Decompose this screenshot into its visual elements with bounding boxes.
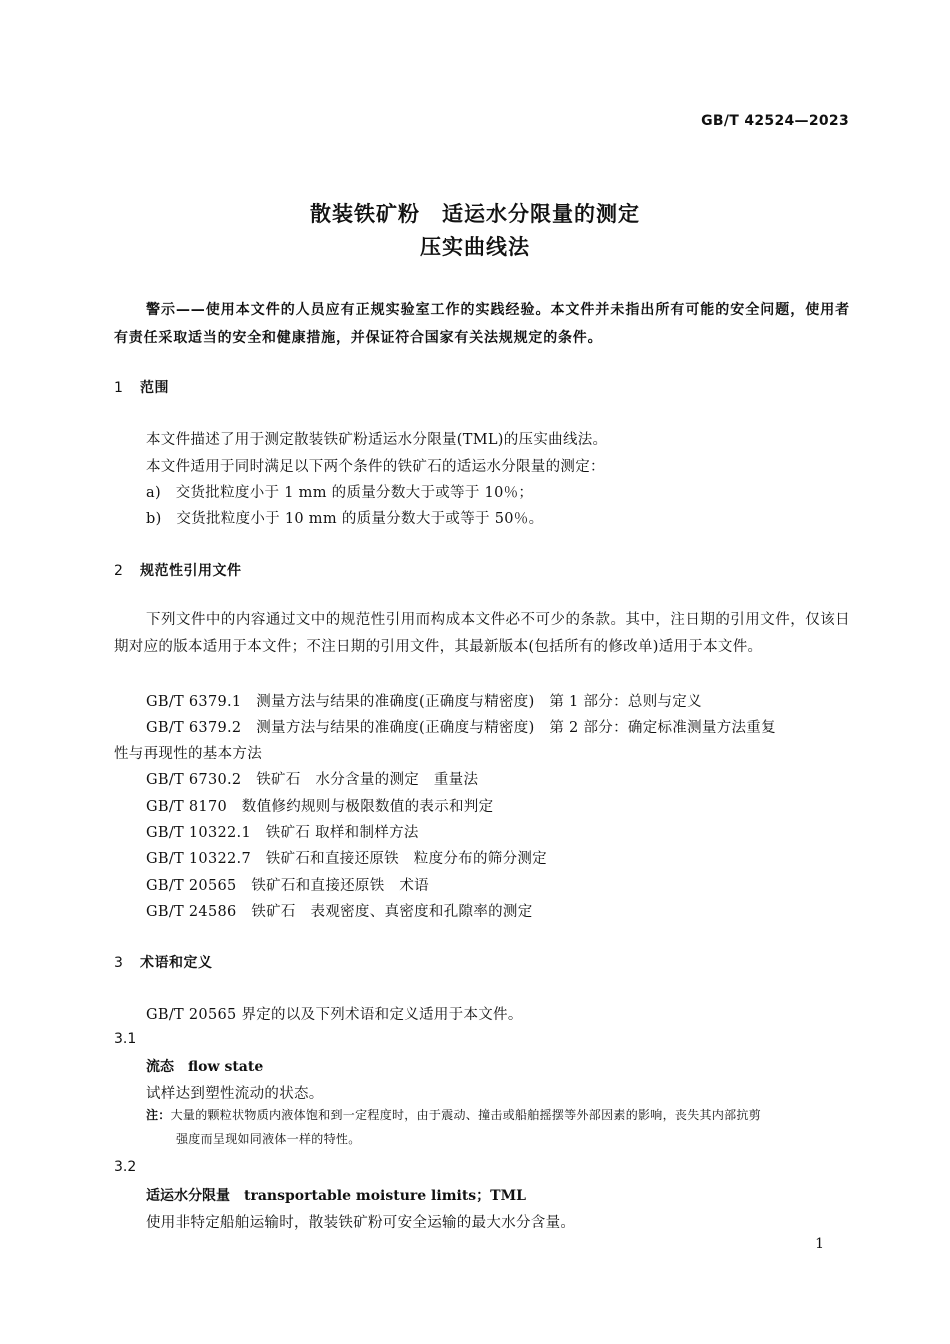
reference-item: GB/T 24586 铁矿石 表观密度、真密度和孔隙率的测定 xyxy=(146,904,533,920)
section-3-intro: GB/T 20565 界定的以及下列术语和定义适用于本文件。 xyxy=(146,1007,523,1023)
section-1-paragraph: 本文件适用于同时满足以下两个条件的铁矿石的适运水分限量的测定： xyxy=(146,459,605,475)
section-1-paragraph: 本文件描述了用于测定散装铁矿粉适运水分限量(TML)的压实曲线法。 xyxy=(146,432,608,448)
section-number: 3 xyxy=(114,955,124,971)
warning-paragraph: 警示——使用本文件的人员应有正规实验室工作的实践经验。本文件并未指出所有可能的安全问题，使用者有责任采取适当的安全和健康措施，并保证符合国家有关法规规定的条件。 xyxy=(114,302,850,346)
term-number: 3.1 xyxy=(114,1031,137,1047)
section-3-heading xyxy=(114,952,213,972)
reference-item: GB/T 20565 铁矿石和直接还原铁 术语 xyxy=(146,878,429,894)
term-definition: 试样达到塑性流动的状态。 xyxy=(146,1086,324,1102)
reference-item: GB/T 10322.7 铁矿石和直接还原铁 粒度分布的筛分测定 xyxy=(146,851,547,867)
list-item-b: b) 交货批粒度小于 10 mm 的质量分数大于或等于 50％。 xyxy=(146,511,544,527)
term-entry xyxy=(146,1185,526,1205)
reference-item-continuation: 性与再现性的基本方法 xyxy=(114,746,262,762)
list-item-a: a) 交货批粒度小于 1 mm 的质量分数大于或等于 10％； xyxy=(146,485,534,501)
term-chinese: 适运水分限量 xyxy=(146,1188,230,1204)
page-number: 1 xyxy=(815,1236,824,1252)
section-1-heading xyxy=(114,377,169,397)
section-number: 1 xyxy=(114,380,124,396)
term-english: transportable moisture limits；TML xyxy=(244,1188,526,1204)
document-title-line1: 散装铁矿粉 适运水分限量的测定 xyxy=(310,202,640,226)
section-title: 范围 xyxy=(140,380,169,396)
section-2-heading xyxy=(114,560,242,580)
term-entry xyxy=(146,1056,263,1076)
term-note xyxy=(146,1103,850,1151)
section-2-intro: 下列文件中的内容通过文中的规范性引用而构成本文件必不可少的条款。其中，注日期的引用文件，仅该日期对应的版本适用于本文件；不注日期的引用文件，其最新版本(包括所有的修改单)适用于本文件。 xyxy=(114,612,850,655)
note-label: 注： xyxy=(146,1108,171,1122)
term-chinese: 流态 xyxy=(146,1059,174,1075)
reference-item: GB/T 8170 数值修约规则与极限数值的表示和判定 xyxy=(146,799,494,815)
reference-item: GB/T 6379.1 测量方法与结果的准确度(正确度与精密度) 第 1 部分：总则与定义 xyxy=(146,694,702,710)
section-title: 规范性引用文件 xyxy=(140,563,242,579)
note-text: 大量的颗粒状物质内液体饱和到一定程度时，由于震动、撞击或船舶摇摆等外部因素的影响，丧失其内部抗剪 xyxy=(170,1108,762,1122)
section-title: 术语和定义 xyxy=(140,955,213,971)
reference-item: GB/T 6730.2 铁矿石 水分含量的测定 重量法 xyxy=(146,772,479,788)
reference-item: GB/T 6379.2 测量方法与结果的准确度(正确度与精密度) 第 2 部分：确定标准测量方法重复 xyxy=(146,720,776,736)
term-number: 3.2 xyxy=(114,1159,137,1175)
standard-number: GB/T 42524—2023 xyxy=(701,113,849,129)
term-definition: 使用非特定船舶运输时，散装铁矿粉可安全运输的最大水分含量。 xyxy=(146,1215,576,1231)
note-text-continuation: 强度而呈现如同液体一样的特性。 xyxy=(176,1132,361,1146)
term-english: flow state xyxy=(188,1059,264,1075)
document-title-line2: 压实曲线法 xyxy=(420,235,530,259)
section-number: 2 xyxy=(114,563,124,579)
reference-item: GB/T 10322.1 铁矿石 取样和制样方法 xyxy=(146,825,419,841)
